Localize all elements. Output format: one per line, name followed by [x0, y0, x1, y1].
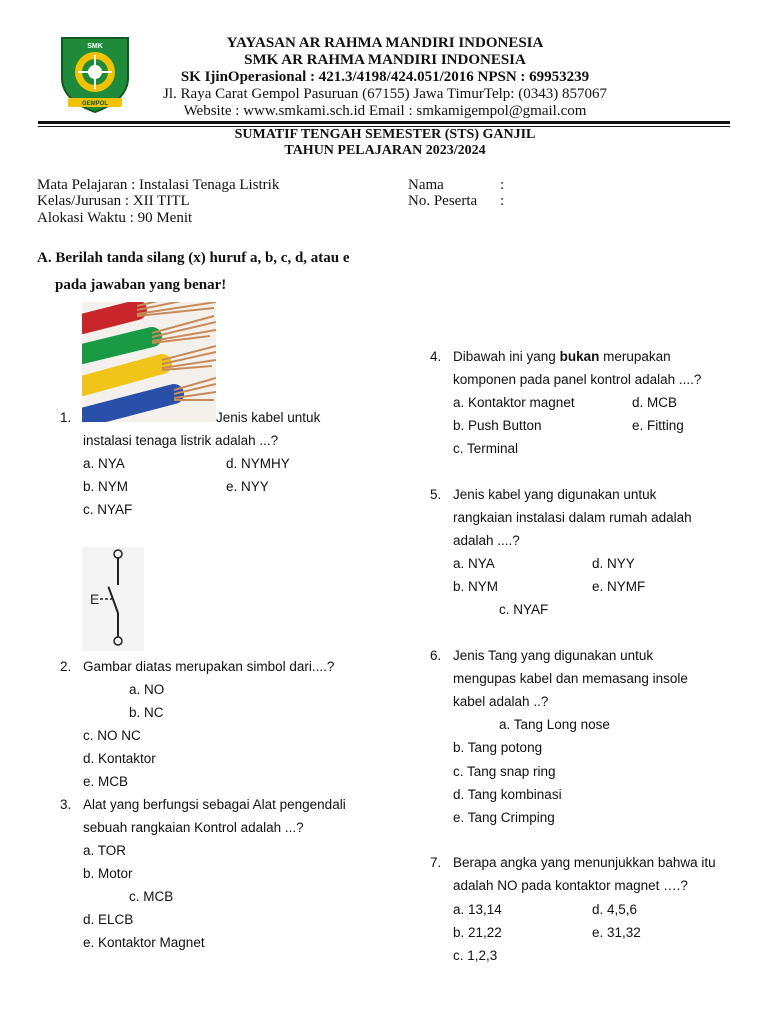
exam-title: SUMATIF TENGAH SEMESTER (STS) GANJIL: [234, 127, 536, 142]
name-label: Nama: [408, 177, 444, 193]
q3-option-e[interactable]: e. Kontaktor Magnet: [83, 935, 205, 950]
q5-text-line-2: rangkaian instalasi dalam rumah adalah: [453, 510, 692, 525]
q2-option-e[interactable]: e. MCB: [83, 774, 129, 789]
q5-text-line-1: Jenis kabel yang digunakan untuk: [453, 487, 657, 502]
q3-text-line-1: Alat yang berfungsi sebagai Alat pengendali: [83, 797, 346, 812]
instruction-line-1: A. Berilah tanda silang (x) huruf a, b, c, d, atau e: [37, 250, 350, 266]
q2-option-d[interactable]: d. Kontaktor: [83, 751, 156, 766]
q4-option-d[interactable]: d. MCB: [632, 395, 678, 410]
q4-text-post: merupakan: [599, 349, 671, 364]
q4-option-a[interactable]: a. Kontaktor magnet: [453, 395, 575, 410]
q6-text-line-3: kabel adalah ..?: [453, 694, 549, 709]
foundation-name: YAYASAN AR RAHMA MANDIRI INDONESIA: [226, 35, 544, 51]
time-info: Alokasi Waktu : 90 Menit: [37, 210, 193, 226]
q7-number: 7.: [430, 855, 442, 870]
q3-number: 3.: [60, 797, 72, 812]
school-name: SMK AR RAHMA MANDIRI INDONESIA: [244, 52, 526, 68]
header-divider: [38, 121, 730, 124]
q1-option-e[interactable]: e. NYY: [226, 479, 269, 494]
q7-option-a[interactable]: a. 13,14: [453, 902, 502, 917]
cable-photo: [82, 302, 216, 422]
q4-text-emphasis: bukan: [559, 349, 600, 364]
q6-option-a[interactable]: a. Tang Long nose: [499, 717, 610, 732]
q4-text-line-2: komponen pada panel kontrol adalah ....?: [453, 372, 702, 387]
q7-option-b[interactable]: b. 21,22: [453, 925, 502, 940]
exam-year: TAHUN PELAJARAN 2023/2024: [284, 143, 486, 158]
school-license: SK IjinOperasional : 421.3/4198/424.051/2016 NPSN : 69953239: [180, 69, 590, 85]
q6-option-d[interactable]: d. Tang kombinasi: [453, 787, 562, 802]
q4-number: 4.: [430, 349, 442, 364]
q2-text: Gambar diatas merupakan simbol dari....?: [83, 659, 335, 674]
q1-text-line-2: instalasi tenaga listrik adalah ...?: [83, 433, 279, 448]
q4-option-e[interactable]: e. Fitting: [632, 418, 684, 433]
q4-text-pre: Dibawah ini yang: [453, 349, 560, 364]
q1-option-c[interactable]: c. NYAF: [83, 502, 133, 517]
q1-option-a[interactable]: a. NYA: [83, 456, 125, 471]
q1-option-d[interactable]: d. NYMHY: [226, 456, 290, 471]
instruction-line-2: pada jawaban yang benar!: [55, 277, 227, 293]
school-contact: Website : www.smkami.sch.id Email : smkamigempol@gmail.com: [183, 103, 587, 119]
q5-option-a[interactable]: a. NYA: [453, 556, 495, 571]
name-colon: :: [500, 177, 505, 193]
q5-number: 5.: [430, 487, 442, 502]
q1-text-line-1: Jenis kabel untuk: [216, 410, 321, 425]
q4-text-line-1: [453, 349, 671, 364]
q3-option-a[interactable]: a. TOR: [83, 843, 127, 858]
q5-option-c[interactable]: c. NYAF: [499, 602, 549, 617]
q7-option-d[interactable]: d. 4,5,6: [592, 902, 638, 917]
q7-text-line-2: adalah NO pada kontaktor magnet ….?: [453, 878, 688, 893]
q2-option-c[interactable]: c. NO NC: [83, 728, 141, 743]
q2-option-b[interactable]: b. NC: [129, 705, 164, 720]
q1-option-b[interactable]: b. NYM: [83, 479, 129, 494]
switch-symbol-image: [82, 547, 144, 651]
q3-option-d[interactable]: d. ELCB: [83, 912, 134, 927]
switch-symbol-label: E: [90, 591, 100, 607]
q3-option-b[interactable]: b. Motor: [83, 866, 133, 881]
school-address: Jl. Raya Carat Gempol Pasuruan (67155) Jawa TimurTelp: (0343) 857067: [163, 86, 607, 102]
q7-option-e[interactable]: e. 31,32: [592, 925, 641, 940]
q4-option-b[interactable]: b. Push Button: [453, 418, 542, 433]
school-logo: [58, 34, 132, 114]
class-info: Kelas/Jurusan : XII TITL: [37, 193, 190, 209]
logo-bottom-text: GEMPOL: [81, 101, 109, 107]
q1-number: 1.: [60, 410, 72, 425]
participant-number-colon: :: [500, 193, 505, 209]
q6-text-line-2: mengupas kabel dan memasang insole: [453, 671, 688, 686]
q3-text-line-2: sebuah rangkaian Kontrol adalah ...?: [83, 820, 304, 835]
q3-option-c[interactable]: c. MCB: [129, 889, 174, 904]
q5-option-d[interactable]: d. NYY: [592, 556, 635, 571]
q6-option-c[interactable]: c. Tang snap ring: [453, 764, 556, 779]
q6-option-b[interactable]: b. Tang potong: [453, 740, 543, 755]
q6-text-line-1: Jenis Tang yang digunakan untuk: [453, 648, 654, 663]
q7-option-c[interactable]: c. 1,2,3: [453, 948, 498, 963]
q2-number: 2.: [60, 659, 72, 674]
q5-text-line-3: adalah ....?: [453, 533, 520, 548]
participant-number-label: No. Peserta: [408, 193, 478, 209]
q2-option-a[interactable]: a. NO: [129, 682, 165, 697]
q4-option-c[interactable]: c. Terminal: [453, 441, 519, 456]
q5-option-e[interactable]: e. NYMF: [592, 579, 646, 594]
q7-text-line-1: Berapa angka yang menunjukkan bahwa itu: [453, 855, 716, 870]
q6-option-e[interactable]: e. Tang Crimping: [453, 810, 555, 825]
q6-number: 6.: [430, 648, 442, 663]
q5-option-b[interactable]: b. NYM: [453, 579, 499, 594]
subject-info: Mata Pelajaran : Instalasi Tenaga Listrik: [37, 177, 280, 193]
logo-top-text: SMK: [87, 43, 103, 50]
